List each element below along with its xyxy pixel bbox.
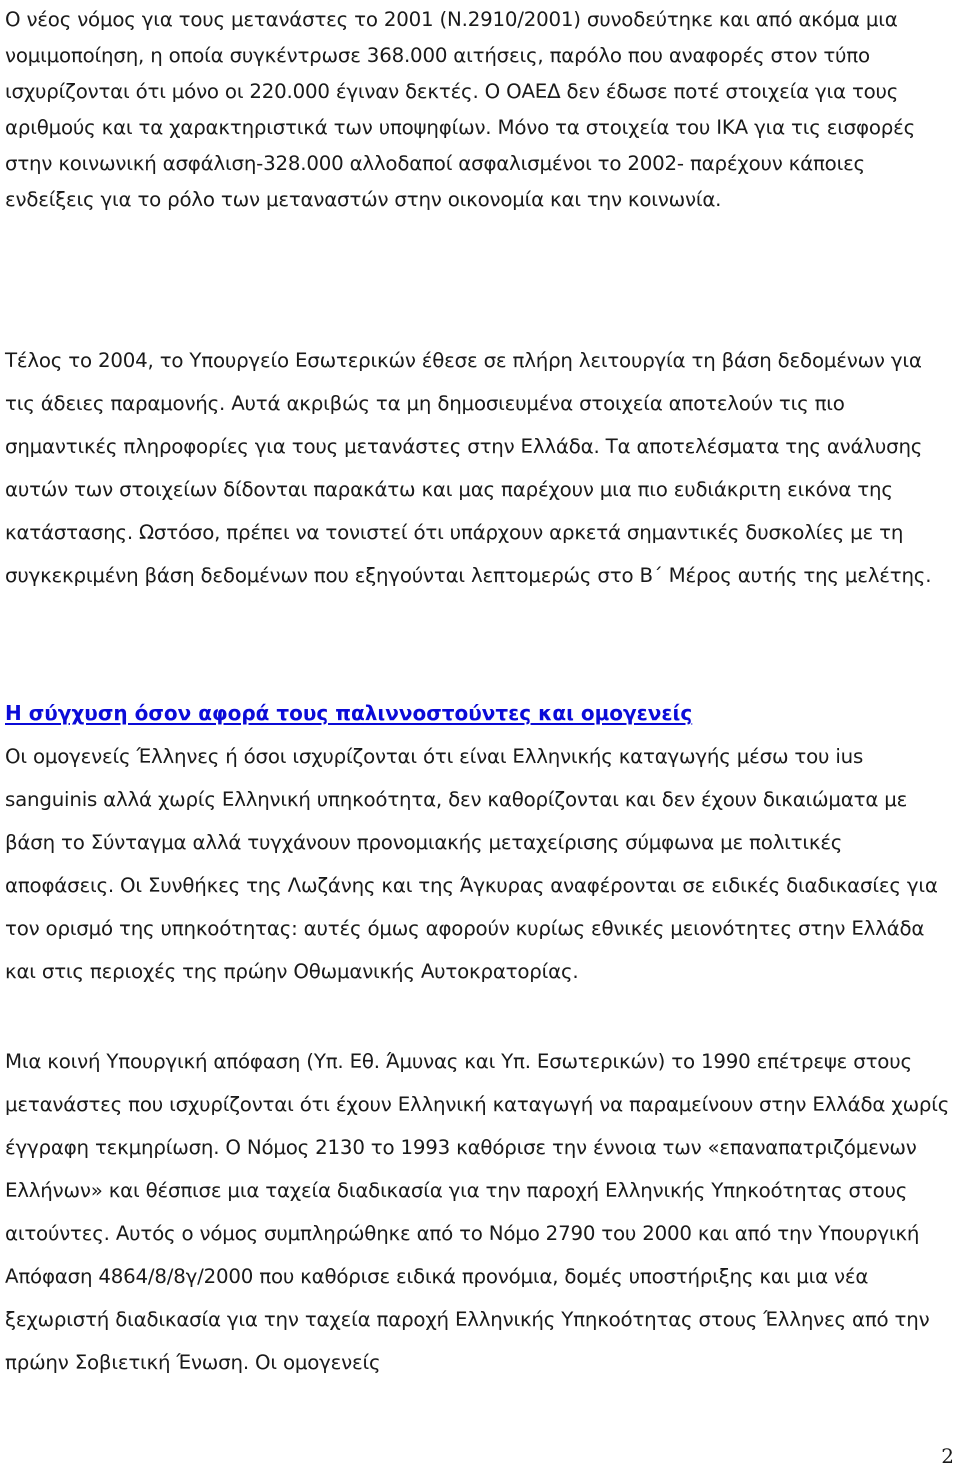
paragraph-ministerial-decision-1990: Μια κοινή Υπουργική απόφαση (Υπ. Εθ. Άμυνας και Υπ. Εσωτερικών) το 1990 επέτρεψε στους μετανάστες που ισχυρίζονται ότι έχουν Ελληνική καταγωγή να παραμείνουν στην Ελλάδα χωρίς έγγραφη τεκμηρίωση. Ο Νόμος 2130 το 1993 καθόρισε την έννοια των «επαναπατριζόμενων Ελλήνων» και θέσπισε μια ταχεία διαδικασία για την παροχή Ελληνικής Υπηκοότητας στους αιτούντες. Αυτός ο νόμος συμπληρώθηκε από το Νόμο 2790 του 2000 και από την Υπουργική Απόφαση 4864/8/8γ/2000 που καθόρισε ειδικά προνόμια, δομές υποστήριξης και μια νέα ξεχωριστή διαδικασία για την ταχεία παροχή Ελληνικής Υπηκοότητας στους Έλληνες από την πρώην Σοβιετική Ένωση. Οι ομογενείς xyxy=(5,1050,950,1374)
page-number: 2 xyxy=(941,1444,954,1468)
section-heading-repatriates[interactable]: Η σύγχυση όσον αφορά τους παλιννοστούντες και ομογενείς xyxy=(5,701,693,725)
paragraph-residence-permits-database: Τέλος το 2004, το Υπουργείο Εσωτερικών έθεσε σε πλήρη λειτουργία τη βάση δεδομένων για τις άδειες παραμονής. Αυτά ακριβώς τα μη δημοσιευμένα στοιχεία αποτελούν τις πιο σημαντικές πληροφορίες για τους μετανάστες στην Ελλάδα. Τα αποτελέσματα της ανάλυσης αυτών των στοιχείων δίδονται παρακάτω και μας παρέχουν μια πιο ευδιάκριτη εικόνα της κατάστασης. Ωστόσο, πρέπει να τονιστεί ότι υπάρχουν αρκετά σημαντικές δυσκολίες με τη συγκεκριμένη βάση δεδομένων που εξηγούνται λεπτομερώς στο Β΄ Μέρος αυτής της μελέτης. xyxy=(5,349,932,587)
paragraph-legalization-2001: Ο νέος νόμος για τους μετανάστες το 2001 (Ν.2910/2001) συνοδεύτηκε και από ακόμα μια νομιμοποίηση, η οποία συγκέντρωσε 368.000 αιτήσεις, παρόλο που αναφορές στον τύπο ισχυρίζονται ότι μόνο οι 220.000 έγιναν δεκτές. Ο ΟΑΕΔ δεν έδωσε ποτέ στοιχεία για τους αριθμούς και τα χαρακτηριστικά των υποψηφίων. Μόνο τα στοιχεία του ΙΚΑ για τις εισφορές στην κοινωνική ασφάλιση-328.000 αλλοδαποί ασφαλισμένοι το 2002- παρέχουν κάποιες ενδείξεις για το ρόλο των μεταναστών στην οικονομία και την κοινωνία. xyxy=(5,8,916,211)
paragraph-ethnic-greeks: Οι ομογενείς Έλληνες ή όσοι ισχυρίζονται ότι είναι Ελληνικής καταγωγής μέσω του ius sanguinis αλλά χωρίς Ελληνική υπηκοότητα, δεν καθορίζονται και δεν έχουν δικαιώματα με βάση το Σύνταγμα αλλά τυγχάνουν προνομιακής μεταχείρισης σύμφωνα με πολιτικές αποφάσεις. Οι Συνθήκες της Λωζάνης και της Άγκυρας αναφέρονται σε ειδικές διαδικασίες για τον ορισμό της υπηκοότητας: αυτές όμως αφορούν κυρίως εθνικές μειονότητες στην Ελλάδα και στις περιοχές της πρώην Οθωμανικής Αυτοκρατορίας. xyxy=(5,745,938,983)
